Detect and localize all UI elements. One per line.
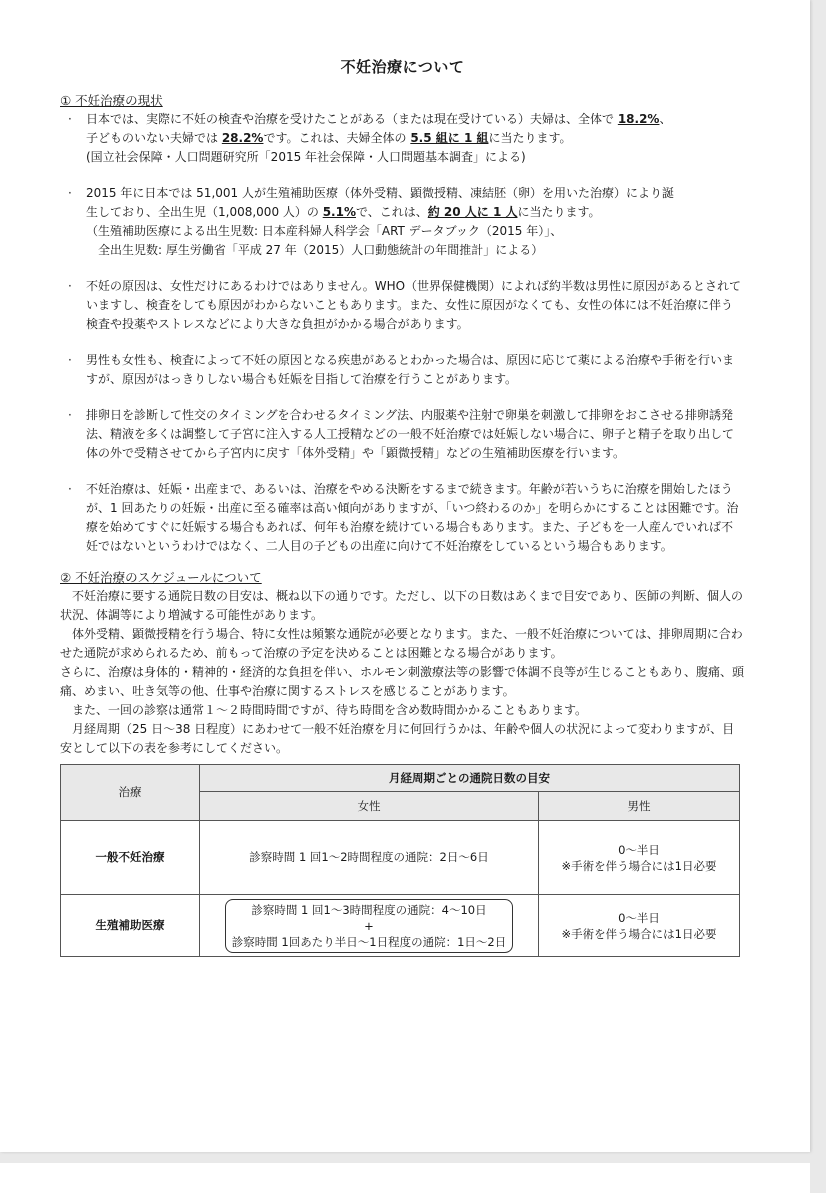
section2-para3: さらに、治療は身体的・精神的・経済的な負担を伴い、ホルモン刺激療法等の影響で体調不良等が生じることもあり、腹痛、頭痛、めまい、吐き気等の他、仕事や治療に関するストレスを感じることがあります。 (60, 665, 745, 698)
header-treatment: 治療 (61, 765, 200, 821)
bullet-treatment (60, 351, 745, 389)
bullet1-line2: 子どものいない夫婦では 28.2%です。これは、夫婦全体の 5.5 組に 1 組に当たります。 (86, 131, 572, 145)
bullet1-reference: (国立社会保障・人口問題研究所「2015 年社会保障・人口問題基本調査」による) (86, 150, 526, 164)
section2-para2: 体外受精、顕微授精を行う場合、特に女性は頻繁な通院が必要となります。また、一般不妊治療については、排卵周期に合わせた通院が求められるため、前もって治療の予定を決めることは困難となる場合があります。 (60, 627, 743, 660)
bullet6-text: · 不妊治療は、妊娠・出産まで、あるいは、治療をやめる決断をするまで続きます。年齢が若いうちに治療を開始したほうが、1 回あたりの妊娠・出産に至る確率は高い傾向がありますが、「いつ終わるのか」を明らかにすることは困難です。治療を始めてすぐに妊娠する場合もあれば、何年も治療を続けている場合もあります。また、子どもを一人産んでいれば不妊ではないというわけではなく、二人目の子どもの出産に向けて不妊治療をしているという場合もあります。 (86, 482, 739, 553)
bullet2-reference2: 全出生児数: 厚生労働省「平成 27 年（2015）人口動態統計の年間推計」による） (98, 243, 544, 257)
section2-para1: 不妊治療に要する通院日数の目安は、概ね以下の通りです。ただし、以下の日数はあくまで目安であり、医師の判断、個人の状況、体調等により増減する可能性があります。 (60, 589, 744, 622)
bullet4-text: · 男性も女性も、検査によって不妊の原因となる疾患があるとわかった場合は、原因に応じて薬による治療や手術を行いますが、原因がはっきりしない場合も妊娠を目指して治療を行うことがあります。 (86, 353, 735, 386)
section2-heading: ② 不妊治療のスケジュールについて (60, 570, 262, 585)
section2-para4: また、一回の診察は通常１～２時間時間ですが、待ち時間を含め数時間かかることもあります。 (72, 703, 588, 717)
next-page-edge (0, 1163, 810, 1193)
document-content (60, 58, 745, 957)
row-general-female: 診察時間 1 回1～2時間程度の通院：2日～6日 (200, 821, 539, 895)
bullet3-text: · 不妊の原因は、女性だけにあるわけではありません。WHO（世界保健機関）によれば約半数は男性に原因があるとされていますし、検査をしても原因がわからないこともあります。また、女性に原因がなくても、女性の体には不妊治療に伴う検査や投薬やストレスなどにより大きな負担がかかる場合があります。 (86, 279, 742, 331)
bullet2-reference1: （生殖補助医療による出生児数: 日本産科婦人科学会「ART データブック（2015 年）」、 (86, 224, 563, 238)
row-art-male-note: ※手術を伴う場合には1日必要 (561, 926, 717, 941)
row-art-female (200, 895, 539, 957)
row-art-male-days: 0～半日 (618, 910, 660, 925)
row-art-female-line1: 診察時間 1 回1～3時間程度の通院：4～10日 (251, 902, 487, 917)
bullet-causes (60, 277, 745, 334)
section1-heading: ① 不妊治療の現状 (60, 93, 163, 108)
bullet-methods (60, 406, 745, 463)
row-art-female-line2: 診察時間 1回あたり半日～1日程度の通院：1日～2日 (231, 934, 507, 949)
bullet2-line2: 生しており、全出生児（1,008,000 人）の 5.1%で、これは、約 20 人に 1 人に当たります。 (86, 205, 601, 219)
visit-days-table (60, 764, 740, 957)
row-art-female-box (225, 899, 513, 953)
bullet5-text: · 排卵日を診断して性交のタイミングを合わせるタイミング法、内服薬や注射で卵巣を刺激して排卵をおこさせる排卵誘発法、精液を多くは調整して子宮に注入する人工授精などの一般不妊治療では妊娠しない場合に、卵子と精子を取り出して体の外で受精させてから子宮内に戻す「体外受精」や「顕微授精」などの生殖補助医療を行います。 (86, 408, 735, 460)
section2-para5: 月経周期（25 日～38 日程度）にあわせて一般不妊治療を月に何回行うかは、年齢や個人の状況によって変わりますが、目安として以下の表を参考にしてください。 (60, 722, 735, 755)
bullet1-line1: · 日本では、実際に不妊の検査や治療を受けたことがある（または現在受けている）夫婦は、全体で 18.2%、 (86, 112, 672, 126)
row-general-male-note: ※手術を伴う場合には1日必要 (561, 858, 717, 873)
bullet2-line1: · 2015 年に日本では 51,001 人が生殖補助医療（体外受精、顕微授精、凍結胚（卵）を用いた治療）により誕 (86, 186, 674, 200)
row-art-female-plus: + (364, 918, 374, 933)
row-general-name: 一般不妊治療 (61, 821, 200, 895)
header-female: 女性 (200, 792, 539, 821)
bullet-infertility-rate (60, 110, 745, 167)
page-title: 不妊治療について (340, 58, 465, 76)
header-group: 月経周期ごとの通院日数の目安 (200, 765, 740, 792)
row-general-male-days: 0～半日 (618, 842, 660, 857)
header-male: 男性 (539, 792, 740, 821)
bullet-duration (60, 480, 745, 556)
row-art-name: 生殖補助医療 (61, 895, 200, 957)
row-art-male (539, 895, 740, 957)
bullet-art-births (60, 184, 745, 260)
row-general-male (539, 821, 740, 895)
